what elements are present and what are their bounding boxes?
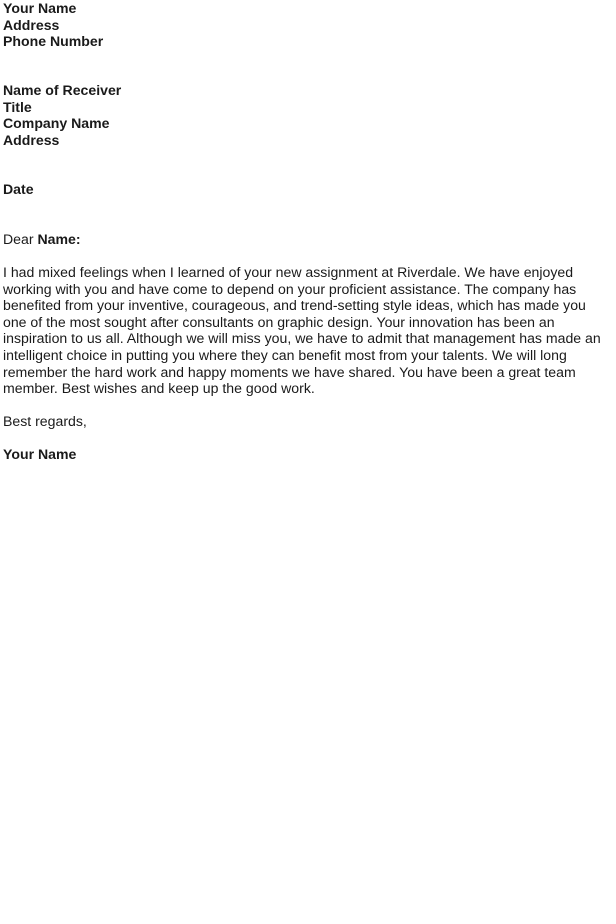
receiver-address: Address (3, 131, 60, 148)
body-line: member. Best wishes and keep up the good work. (3, 380, 315, 397)
sender-phone: Phone Number (3, 33, 104, 50)
closing: Best regards, (3, 413, 87, 429)
sender-address: Address (3, 16, 60, 33)
sender-block (3, 0, 103, 50)
body-line: intelligent choice in putting you where they can benefit most from your talents. We will long (3, 346, 567, 363)
letter-body (3, 264, 616, 397)
signature-name: Your Name (3, 446, 77, 462)
sender-name: Your Name (3, 0, 77, 16)
body-line: benefited from your inventive, courageous, and trend-setting style ideas, which has made you (3, 297, 586, 314)
receiver-title: Title (3, 98, 32, 115)
receiver-company: Company Name (3, 115, 110, 132)
body-line: remember the hard work and happy moments we have shared. You have been a great team (3, 363, 576, 380)
body-line: I had mixed feelings when I learned of your new assignment at Riverdale. We have enjoyed (3, 264, 574, 280)
salutation-prefix: Dear (3, 231, 38, 247)
letter-date: Date (3, 181, 34, 197)
body-line: inspiration to us all. Although we will miss you, we have to admit that management has made an (3, 330, 601, 347)
receiver-block (3, 82, 121, 148)
salutation (3, 231, 81, 248)
receiver-name: Name of Receiver (3, 82, 122, 98)
body-line: one of the most sought after consultants on graphic design. Your innovation has been an (3, 313, 555, 330)
body-line: working with you and have come to depend on your proficient assistance. The company has (3, 280, 577, 297)
salutation-name: Name: (37, 231, 81, 247)
